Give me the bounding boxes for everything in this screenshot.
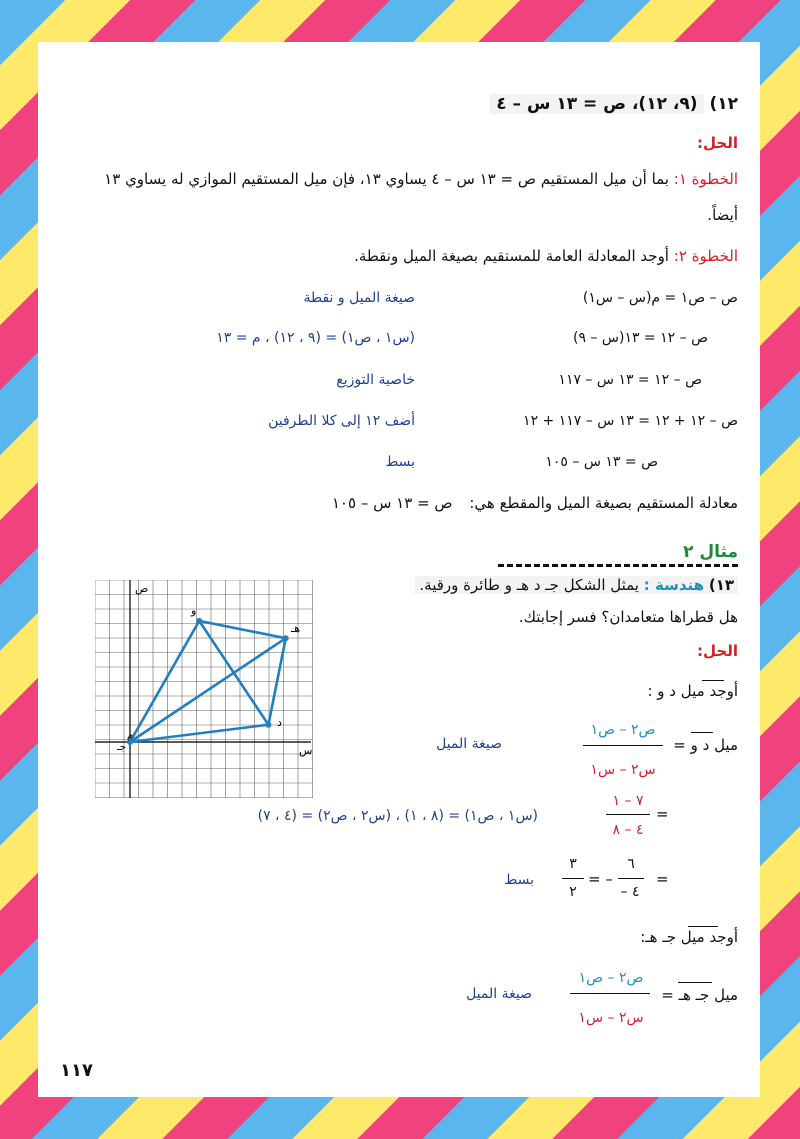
simp-den-1: – ٤ (620, 884, 640, 900)
equation-row-2: ص – ١٢ = ١٣(س – ٩) (572, 330, 708, 346)
axes (95, 580, 311, 798)
axis-x-label: س (299, 744, 313, 757)
problem-13-number: ١٣) (708, 576, 734, 594)
kite-graph (95, 580, 313, 800)
problem-13-line-1 (415, 576, 738, 594)
fraction-bar-2 (606, 814, 650, 815)
final-text: معادلة المستقيم بصيغة الميل والمقطع هي: (469, 494, 738, 512)
equation-row-1: ص – ص١ = م(س – س١) (582, 290, 738, 306)
formula-denominator: س٢ – س١ (590, 762, 656, 778)
simp-num-2: ٣ (569, 856, 577, 872)
vertex-w (196, 618, 202, 624)
diagonal-wd (199, 621, 268, 725)
simplify-note: بسط (504, 872, 534, 888)
note-row-5: بسط (385, 454, 415, 470)
segment-overline-dw (702, 680, 724, 681)
fraction-bar-1 (583, 745, 663, 746)
problem-12-statement: (٩، ١٢)، ص = ١٣ س – ٤ (490, 94, 703, 114)
slope-formula-name-2: صيغة الميل (466, 986, 532, 1002)
slope-dw-label: ميل د و = (673, 736, 738, 754)
problem-13-keyword: هندسة : (643, 576, 705, 594)
sub-numerator: ٧ – ١ (612, 793, 644, 809)
problem-12-number: ١٢) (709, 94, 738, 114)
step-1-label: الخطوة ١: (673, 170, 738, 188)
step-1-continued: أيضاً. (707, 206, 738, 224)
step-2-text: أوجد المعادلة العامة للمستقيم بصيغة الميل ونقطة. (354, 247, 669, 265)
vertex-d (265, 722, 271, 728)
page-sheet (38, 42, 760, 1097)
jh-formula-denominator: س٢ – س١ (578, 1010, 644, 1026)
example-2-title: مثال ٢ (683, 542, 738, 562)
step-2 (354, 247, 738, 265)
find-slope-dw: أوجد ميل د و : (647, 682, 738, 700)
vertex-h (283, 635, 289, 641)
formula-numerator: ص٢ – ص١ (590, 722, 656, 738)
problem-13-text-1: يمثل الشكل جـ د هـ و طائرة ورقية. (419, 576, 639, 594)
fraction-bar-3 (618, 878, 644, 879)
note-row-3: خاصية التوزيع (336, 372, 415, 388)
final-equation-line (332, 494, 738, 512)
step-1 (104, 170, 738, 188)
slope-jh-label: ميل جـ هـ = (661, 986, 738, 1004)
vertex-d-label: د (277, 716, 282, 729)
problem-12-header (490, 94, 738, 114)
vertex-j-label: جـ (117, 742, 127, 753)
simp-num-1: ٦ (627, 856, 635, 872)
equation-row-3: ص – ١٢ = ١٣ س – ١١٧ (558, 372, 702, 388)
vertex-h-label: هـ (291, 622, 301, 635)
final-equation: ص = ١٣ س – ١٠٥ (331, 494, 453, 512)
section-divider (498, 564, 738, 567)
equation-row-4: ص – ١٢ + ١٢ = ١٣ س – ١١٧ + ١٢ (523, 413, 738, 429)
problem-13-text-2: هل قطراها متعامدان؟ فسر إجابتك. (518, 608, 738, 626)
segment-overline-jh (688, 926, 718, 927)
axis-y-label: ص (135, 582, 149, 595)
find-slope-jh: أوجد ميل جـ هـ: (640, 928, 738, 946)
fraction-bar-5 (570, 993, 650, 994)
note-row-4: أضف ١٢ إلى كلا الطرفين (268, 413, 415, 429)
origin-m-label: م (127, 730, 134, 741)
simp-den-2: ٢ (569, 884, 577, 900)
note-row-2: (س١ ، ص١) = (٩ ، ١٢) ، م = ١٣ (216, 330, 415, 346)
note-row-1: صيغة الميل و نقطة (303, 290, 415, 306)
segment-overline-dw-2 (691, 732, 713, 733)
page-number: ١١٧ (60, 1060, 93, 1081)
equation-row-5: ص = ١٣ س – ١٠٥ (545, 454, 658, 470)
segment-overline-jh-2 (678, 982, 712, 983)
fraction-bar-4 (562, 878, 584, 879)
grid (95, 580, 313, 798)
example-solution-label: الحل: (697, 642, 738, 660)
equals-sign-2: = (656, 870, 669, 888)
jh-formula-numerator: ص٢ – ص١ (578, 970, 644, 986)
equals-sign-3: = – (588, 870, 613, 888)
step-2-label: الخطوة ٢: (673, 247, 738, 265)
substitution-note: (س١ ، ص١) = (٨ ، ١) ، (س٢ ، ص٢) = (٤ ، ٧) (257, 808, 538, 824)
vertex-w-label: و (191, 604, 197, 617)
solution-label: الحل: (697, 134, 738, 152)
equals-sign-1: = (656, 805, 669, 823)
step-1-text: بما أن ميل المستقيم ص = ١٣ س – ٤ يساوي ١٣، فإن ميل المستقيم الموازي له يساوي ١٣ (104, 170, 669, 188)
slope-formula-name: صيغة الميل (436, 736, 502, 752)
sub-denominator: ٤ – ٨ (612, 822, 644, 838)
